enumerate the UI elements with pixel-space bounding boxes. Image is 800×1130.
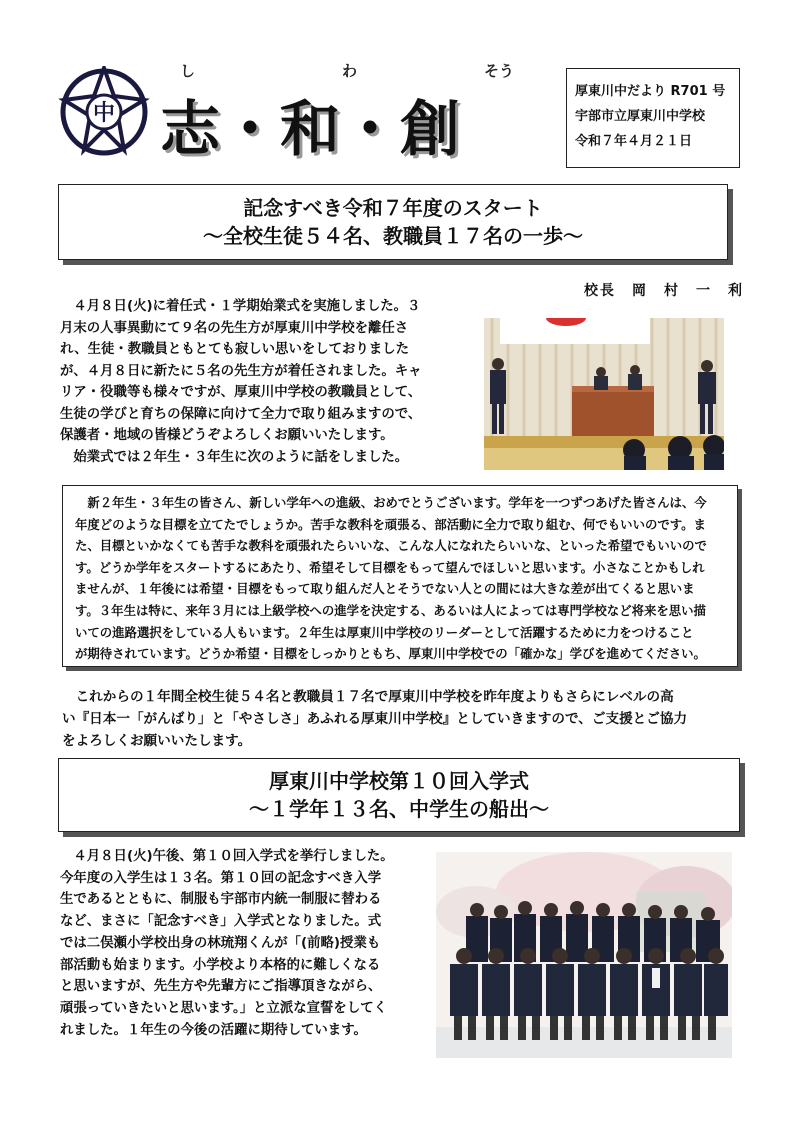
article1-headline-box <box>58 184 728 260</box>
issue-number: 厚東川中だより R701 号 <box>575 84 726 99</box>
article1-body <box>60 296 480 468</box>
article2-body <box>60 846 432 1041</box>
article1-closing <box>62 686 752 752</box>
article2-headline-box <box>58 758 740 832</box>
article1-line: が、４月８日に新たに５名の先生方が着任されました。キャ <box>60 363 422 379</box>
ruby-3: そう <box>484 62 515 80</box>
closing-line: い『日本一「がんばり」と「やさしさ」あふれる厚東川中学校』としていきますので、ご支援とご協力 <box>62 711 688 727</box>
speech-line: す。３年生は特に、来年３月には上級学校への進学を決定する、あるいは人によっては専門学校など将来を思い描 <box>75 602 706 618</box>
article2-line: と思いますが、先生方や先輩方にご指導頂きながら、 <box>60 979 382 995</box>
article1-headline: 記念すべき令和７年度のスタート <box>243 196 543 220</box>
article1-line: リア・役職等も様々ですが、厚東川中学校の教職員として、 <box>60 385 422 400</box>
issue-date: 令和７年４月２１日 <box>575 134 693 149</box>
speech-line: が期待されています。どうか希望・目標をしっかりともち、厚東川中学校での「確かな」学びを進めてください。 <box>75 646 706 662</box>
ceremony-photo <box>484 318 724 470</box>
school-name: 宇部市立厚東川中学校 <box>575 109 706 124</box>
entrance-ceremony-group-photo <box>436 852 732 1058</box>
article1-line: 月末の人事異動にて９名の先生方が厚東川中学校を離任さ <box>60 320 409 336</box>
closing-line: これからの１年間全校生徒５４名と教職員１７名で厚東川中学校を昨年度よりもさらにレベルの高 <box>62 689 674 705</box>
article2-line: 頑張っていきたいと思います。」と立派な宣誓をしてく <box>60 1000 387 1016</box>
article2-subheadline: ～１学年１３名、中学生の船出～ <box>249 797 549 821</box>
article2-line: れました。１年生の今後の活躍に期待しています。 <box>60 1022 367 1038</box>
school-emblem-icon <box>58 66 150 158</box>
ruby-1: し <box>180 62 196 80</box>
article1-line: ４月８日(火)に着任式・１学期始業式を実施しました。３ <box>60 299 421 314</box>
article2-line: 部活動も始まります。小学校より本格的に難しくなる <box>60 957 381 973</box>
article1-subheadline: ～全校生徒５４名、教職員１７名の一歩～ <box>203 224 583 248</box>
article1-line: 始業式では２年生・３年生に次のように話をしました。 <box>60 449 409 465</box>
emblem-mark: 中 <box>92 101 116 126</box>
byline: 校長 岡 村 一 利 <box>584 283 744 299</box>
newsletter-title: 志・和・創 <box>160 95 460 165</box>
speech-line: ませんが、１年後には希望・目標をもって取り組んだ人とそうでない人との間には大きな差が出てくると思いま <box>75 581 695 597</box>
speech-line: 年度どのような目標を立てたでしょうか。苦手な教科を頑張る、部活動に全力で取り組む、何でもいいのです。ま <box>75 516 706 532</box>
speech-line: た、目標といかなくても苦手な教科を頑張れたらいいな、こんな人になれたらいいな、といった希望でもいいので <box>75 538 707 554</box>
article1-line: 保護者・地域の皆様どうぞよろしくお願いいたします。 <box>60 428 394 443</box>
article1-line: れ、生徒・教職員ともとても寂しい思いをしておりました <box>60 342 409 357</box>
ruby-2: わ <box>342 62 358 80</box>
article2-headline: 厚東川中学校第１０回入学式 <box>269 769 529 793</box>
closing-line: をよろしくお願いいたします。 <box>62 733 252 749</box>
article2-line: では二俣瀬小学校出身の林琉翔くんが「(前略)授業も <box>60 935 381 951</box>
issue-info-box <box>566 68 740 168</box>
article2-line: 今年度の入学生は１３名。第１０回の記念すべき入学 <box>60 870 382 886</box>
speech-line: 新２年生・３年生の皆さん、新しい学年への進級、おめでとうございます。学年を一つずつあげた皆さんは、今 <box>75 495 707 510</box>
article2-line: 生であるとともに、制服も宇部市内統一制服に替わる <box>60 892 382 908</box>
speech-line: いての進路選択をしている人もいます。２年生は厚東川中学校のリーダーとして活躍するために力をつけること <box>75 624 694 640</box>
principal-speech-box <box>62 485 738 667</box>
article2-line: など、まさに「記念すべき」入学式となりました。式 <box>60 914 382 930</box>
article2-line: ４月８日(火)午後、第１０回入学式を挙行しました。 <box>60 849 394 864</box>
article1-line: 生徒の学びと育ちの保障に向けて全力で取り組みますので、 <box>60 406 422 422</box>
speech-line: す。どうか学年をスタートするにあたり、希望そして目標をもって望んでほしいと思います。小さなことかもしれ <box>75 559 705 575</box>
